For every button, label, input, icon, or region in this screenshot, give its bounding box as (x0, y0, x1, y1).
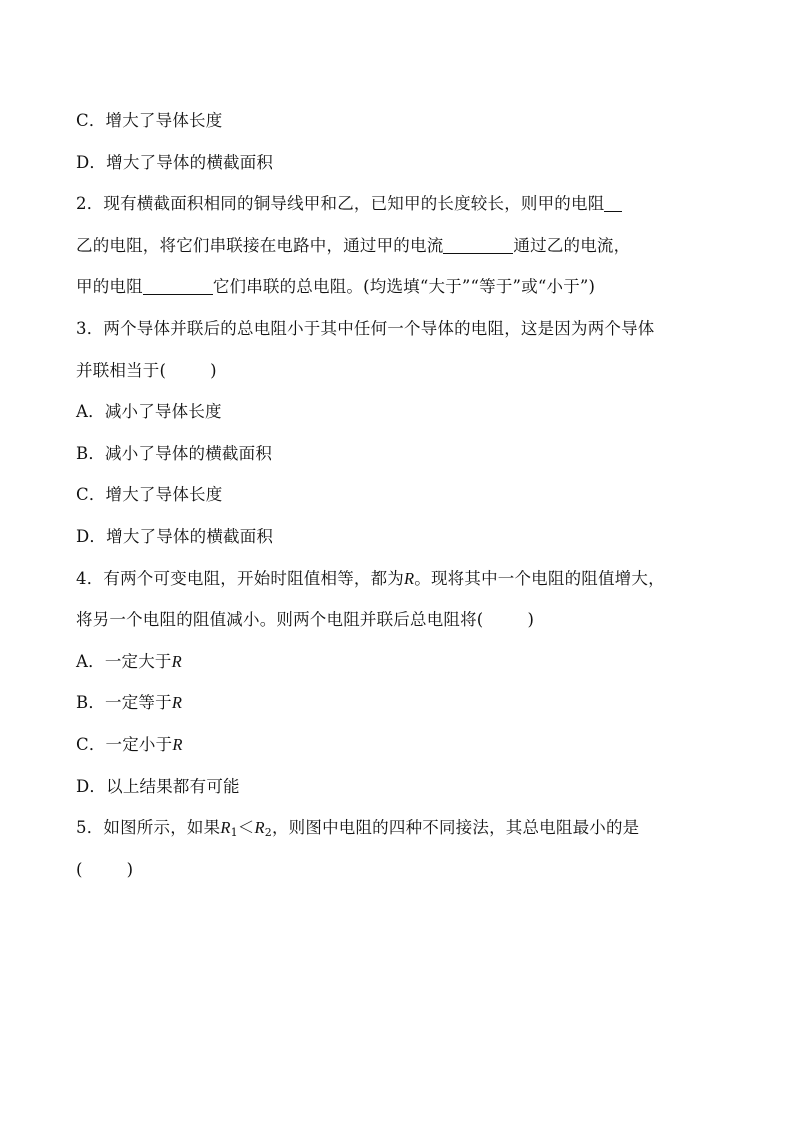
q3-line-1: 3．两个导体并联后的总电阻小于其中任何一个导体的电阻，这是因为两个导体 (76, 318, 655, 338)
q4-text: 4．有两个可变电阻，开始时阻值相等，都为 (76, 568, 404, 588)
q4-text: ) (527, 610, 535, 630)
q2-text: 2．现有横截面积相同的铜导线甲和乙，已知甲的长度较长，则甲的电阻 (76, 194, 605, 214)
q1-option-d: D．增大了导体的横截面积 (76, 152, 274, 172)
q5-line-1 (76, 807, 726, 849)
q4-option-d: D．以上结果都有可能 (76, 776, 240, 796)
q3-line-2 (76, 350, 726, 392)
variable-r: R (404, 568, 415, 588)
q2-text: 它们串联的总电阻。(均选填“大于”“等于”或“小于”) (212, 277, 596, 297)
variable-r: R (171, 651, 182, 671)
q3-option-a: A．减小了导体长度 (76, 402, 222, 422)
subscript-1: 1 (230, 826, 238, 840)
q4-option-c (76, 724, 726, 766)
q3-text: 并联相当于( (76, 360, 167, 380)
option-text: C．一定小于 (76, 734, 173, 754)
q3-text: ) (210, 360, 217, 380)
q5-line-2 (76, 849, 726, 891)
q5-text: ，则图中电阻的四种不同接法，其总电阻最小的是 (271, 818, 640, 838)
q5-text: ) (126, 859, 134, 879)
q3-option-d: D．增大了导体的横截面积 (76, 526, 274, 546)
q5-text: 5．如图所示，如果 (76, 818, 221, 838)
variable-r: R (172, 734, 183, 754)
variable-r2: R (254, 818, 265, 838)
q2-line-1 (76, 183, 726, 225)
q4-option-b (76, 682, 726, 724)
q2-text: 通过乙的电流， (513, 235, 631, 255)
q3-option-b: B．减小了导体的横截面积 (76, 443, 273, 463)
subscript-2: 2 (264, 826, 272, 840)
option-text: B．一定等于 (76, 693, 172, 713)
option-text: A．一定大于 (76, 651, 172, 671)
answer-blank (443, 235, 513, 254)
answer-blank (604, 193, 622, 212)
variable-r: R (171, 693, 183, 713)
document-page (76, 100, 726, 890)
less-than-sign: ＜ (237, 818, 255, 838)
q2-line-3 (76, 266, 726, 308)
variable-r1: R (220, 818, 231, 838)
q3-option-c: C．增大了导体长度 (76, 485, 223, 505)
q4-line-2 (76, 599, 726, 641)
answer-blank (143, 276, 213, 295)
q4-line-1 (76, 558, 726, 600)
q1-option-c: C．增大了导体长度 (76, 111, 223, 130)
q5-text: ( (76, 859, 83, 879)
q4-option-a (76, 641, 726, 683)
q2-text: 乙的电阻，将它们串联接在电路中，通过甲的电流 (76, 235, 444, 255)
q4-text: 将另一个电阻的阻值减小。则两个电阻并联后总电阻将( (76, 610, 484, 630)
q2-text: 甲的电阻 (76, 277, 143, 297)
q4-text: 。现将其中一个电阻的阻值增大， (414, 568, 665, 588)
q2-line-2 (76, 225, 726, 267)
